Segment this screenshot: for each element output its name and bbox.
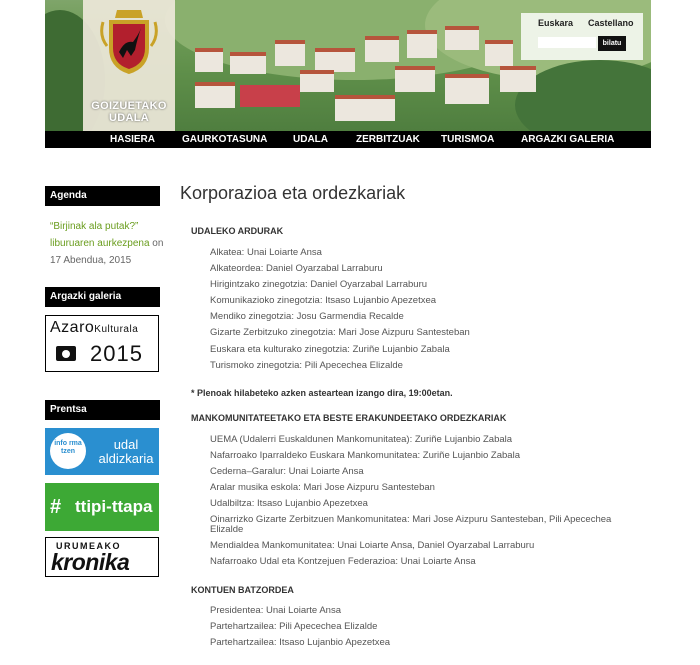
village-house (365, 36, 399, 62)
village-house (445, 74, 489, 104)
village-house (335, 95, 395, 121)
list-item: Hirigintzako zinegotzia: Daniel Oyarzabal Larraburu (210, 279, 428, 290)
udal-aldizkaria-banner[interactable] (45, 428, 159, 475)
informatzen-logo: info rma tzen (50, 433, 86, 469)
nav-item-udala[interactable]: UDALA (293, 134, 328, 145)
header-banner (45, 0, 651, 131)
kronika-small-text: URUMEAKO (56, 541, 121, 551)
list-item: Alkatea: Unai Loiarte Ansa (210, 247, 322, 258)
list-item: Alkateordea: Daniel Oyarzabal Larraburu (210, 263, 383, 274)
logo-text: GOIZUETAKO UDALA (91, 100, 167, 124)
village-house (500, 66, 536, 92)
list-item: Mendiko zinegotzia: Josu Garmendia Recalde (210, 311, 404, 322)
agenda-event-link[interactable]: “Birjinak ala putak?” liburuaren aurkezpena (50, 221, 150, 249)
village-house (395, 66, 435, 92)
list-item: Nafarroako Iparraldeko Euskara Mankomunitatea: Zuriñe Lujanbio Zabala (210, 450, 520, 461)
list-item: Gizarte Zerbitzuko zinegotzia: Mari Jose Aizpuru Santesteban (210, 327, 470, 338)
agenda-event-date: on 17 Abendua, 2015 (50, 238, 164, 266)
page-title: Korporazioa eta ordezkariak (180, 183, 406, 203)
list-item: Euskara eta kulturako zinegotzia: Zuriñe Lujanbio Zabala (210, 344, 450, 355)
lang-castellano-link[interactable]: Castellano (588, 18, 634, 28)
village-house (275, 40, 305, 66)
list-item: Presidentea: Unai Loiarte Ansa (210, 605, 341, 616)
village-house (195, 48, 223, 72)
ttipi-ttapa-banner[interactable] (45, 483, 159, 531)
nav-item-gaurkotasuna[interactable]: GAURKOTASUNA (182, 134, 268, 145)
udal-aldizkaria-text: udal aldizkaria (98, 437, 154, 466)
village-house (445, 26, 479, 50)
banner-year: 2015 (90, 341, 143, 366)
list-item: Partehartzailea: Itsaso Lujanbio Apezetxea (210, 637, 391, 648)
coat-of-arms-icon (99, 6, 159, 76)
agenda-heading: Agenda (45, 186, 160, 206)
village-house (407, 30, 437, 58)
agenda-event (50, 218, 168, 269)
search-input[interactable] (538, 37, 596, 48)
village-house (315, 48, 355, 72)
banner-title (50, 319, 138, 337)
section-heading-kontuen-batzordea: KONTUEN BATZORDEA (191, 585, 294, 595)
list-item: Partehartzailea: Pili Apecechea Elizalde (210, 621, 378, 632)
nav-item-turismoa[interactable]: TURISMOA (441, 134, 495, 145)
nav-item-argazki-galeria[interactable]: ARGAZKI GALERIA (521, 134, 615, 145)
section-heading-mankomunitateak: MANKOMUNITATEETAKO ETA BESTE ERAKUNDEETAKO ORDEZKARIAK (191, 413, 507, 423)
village-house (485, 40, 513, 66)
municipal-logo[interactable] (83, 0, 175, 131)
nav-item-hasiera[interactable]: HASIERA (110, 134, 156, 145)
ttipi-logo-icon: # (50, 496, 62, 518)
list-item: Turismoko zinegotzia: Pili Apecechea Elizalde (210, 360, 403, 371)
language-search-box (521, 13, 643, 60)
list-item: Oinarrizko Gizarte Zerbitzuen Mankomunitatea: Mari Jose Aizpuru Santesteban, Pili Apecechea Elizalde (210, 514, 612, 535)
list-item: Mendialdea Mankomunitatea: Unai Loiarte Ansa, Daniel Oyarzabal Larraburu (210, 540, 535, 551)
ttipi-ttapa-text: ttipi-ttapa (75, 497, 153, 516)
urumeako-kronika-banner[interactable] (45, 537, 159, 577)
lang-euskara-link[interactable]: Euskara (538, 18, 574, 28)
azaro-kulturala-banner[interactable] (45, 315, 159, 372)
nav-item-zerbitzuak[interactable]: ZERBITZUAK (356, 134, 420, 145)
plenary-note: * Plenoak hilabeteko azken asteartean izango dira, 19:00etan. (191, 388, 453, 398)
section-heading-udaleko-ardurak: UDALEKO ARDURAK (191, 226, 284, 236)
gallery-heading: Argazki galeria (45, 287, 160, 307)
village-house (300, 70, 334, 92)
list-item: Cederna–Garalur: Unai Loiarte Ansa (210, 466, 364, 477)
kronika-big-text: kronika (51, 549, 130, 575)
camera-icon (56, 346, 76, 361)
list-item: Udalbiltza: Itsaso Lujanbio Apezetxea (210, 498, 368, 509)
banner-word-small: Kulturala (94, 324, 139, 335)
banner-word-big: Azaro (50, 319, 95, 336)
press-heading: Prentsa (45, 400, 160, 420)
search-button[interactable]: bilatu (598, 36, 626, 51)
main-navigation (45, 131, 651, 148)
list-item: Nafarroako Udal eta Kontzejuen Federazioa: Unai Loiarte Ansa (210, 556, 476, 567)
list-item: Komunikazioko zinegotzia: Itsaso Lujanbio Apezetxea (210, 295, 437, 306)
list-item: Aralar musika eskola: Mari Jose Aizpuru Santesteban (210, 482, 435, 493)
village-house (195, 82, 235, 108)
list-item: UEMA (Udalerri Euskaldunen Mankomunitatea): Zuriñe Lujanbio Zabala (210, 434, 513, 445)
village-house (230, 52, 266, 74)
sports-court (240, 85, 300, 107)
